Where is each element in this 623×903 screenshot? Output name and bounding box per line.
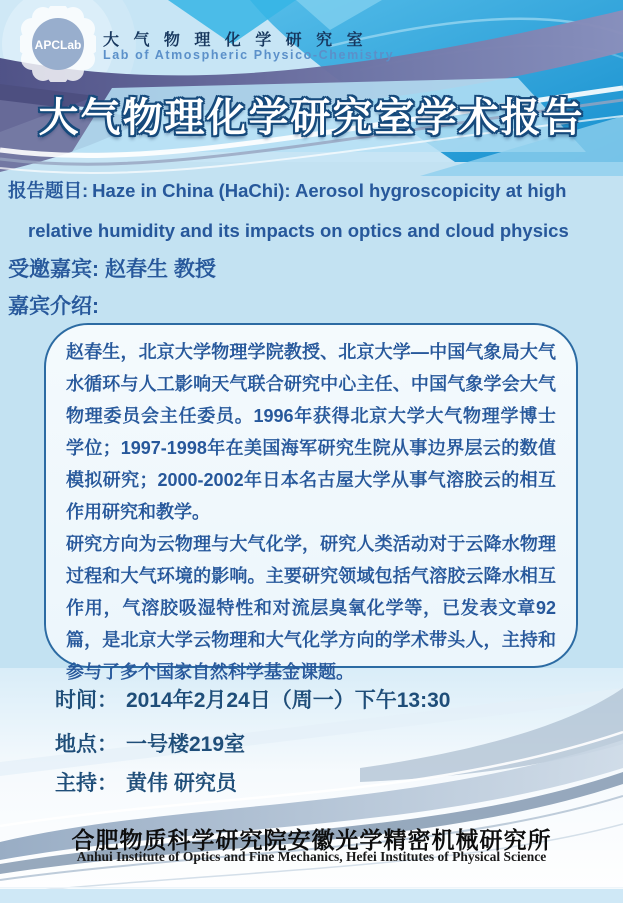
institute-name-cn: 合肥物质科学研究院安徽光学精密机械研究所: [71, 828, 552, 853]
apclab-logo: [20, 6, 96, 82]
time-label: 时间：: [55, 689, 118, 712]
location-value: 一号楼219室: [126, 733, 246, 756]
location-label: 地点：: [55, 733, 118, 756]
seminar-topic-line2: relative humidity and its impacts on optics and cloud physics: [28, 220, 569, 241]
host-label: 主持：: [55, 772, 118, 795]
apclab-logo-text: APCLab: [34, 38, 82, 52]
apclab-logo-flower: [20, 6, 96, 82]
time-value: 2014年2月24日（周一）下午13:30: [126, 689, 451, 712]
host-value: 黄伟 研究员: [126, 772, 237, 795]
guest-label: 受邀嘉宾:: [8, 258, 99, 281]
bio-paragraph-2: 研究方向为云物理与大气化学，研究人类活动对于云降水物理过程和大气环境的影响。主要研究领域包括气溶胶云降水相互作用，气溶胶吸湿特性和对流层臭氧化学等，已发表文章92篇，是北京大学云物理和大气化学方向的学术带头人，主持和参与了多个国家自然科学基金课题。: [66, 534, 556, 682]
guest-name: 赵春生 教授: [105, 258, 216, 281]
poster-title: 大气物理化学研究室学术报告: [38, 96, 585, 140]
seminar-topic-line1: [8, 177, 566, 203]
host-row: [55, 767, 237, 797]
topic-text-line1: Haze in China (HaChi): Aerosol hygroscopicity at high: [92, 180, 567, 201]
time-row: [55, 684, 450, 714]
lab-name-en: Lab of Atmospheric Physico-Chemistry: [103, 48, 395, 62]
intro-label: 嘉宾介绍:: [8, 295, 99, 318]
institute-name-en: Anhui Institute of Optics and Fine Mechanics, Hefei Institutes of Physical Science: [76, 849, 547, 864]
topic-label: 报告题目:: [8, 180, 89, 201]
bio-paragraph-1: 赵春生，北京大学物理学院教授、北京大学—中国气象局大气水循环与人工影响天气联合研究中心主任、中国气象学会大气物理委员会主任委员。1996年获得北京大学大气物理学博士学位；1997-1998年在美国海军研究生院从事边界层云的数值模拟研究；2000-2002年日本名古屋大学从事气溶胶云的相互作用研究和教学。: [66, 342, 556, 522]
location-row: [55, 728, 245, 758]
guest-line: [8, 253, 216, 283]
lab-name-cn: 大 气 物 理 化 学 研 究 室: [103, 32, 368, 49]
guest-bio-box: [44, 323, 578, 682]
